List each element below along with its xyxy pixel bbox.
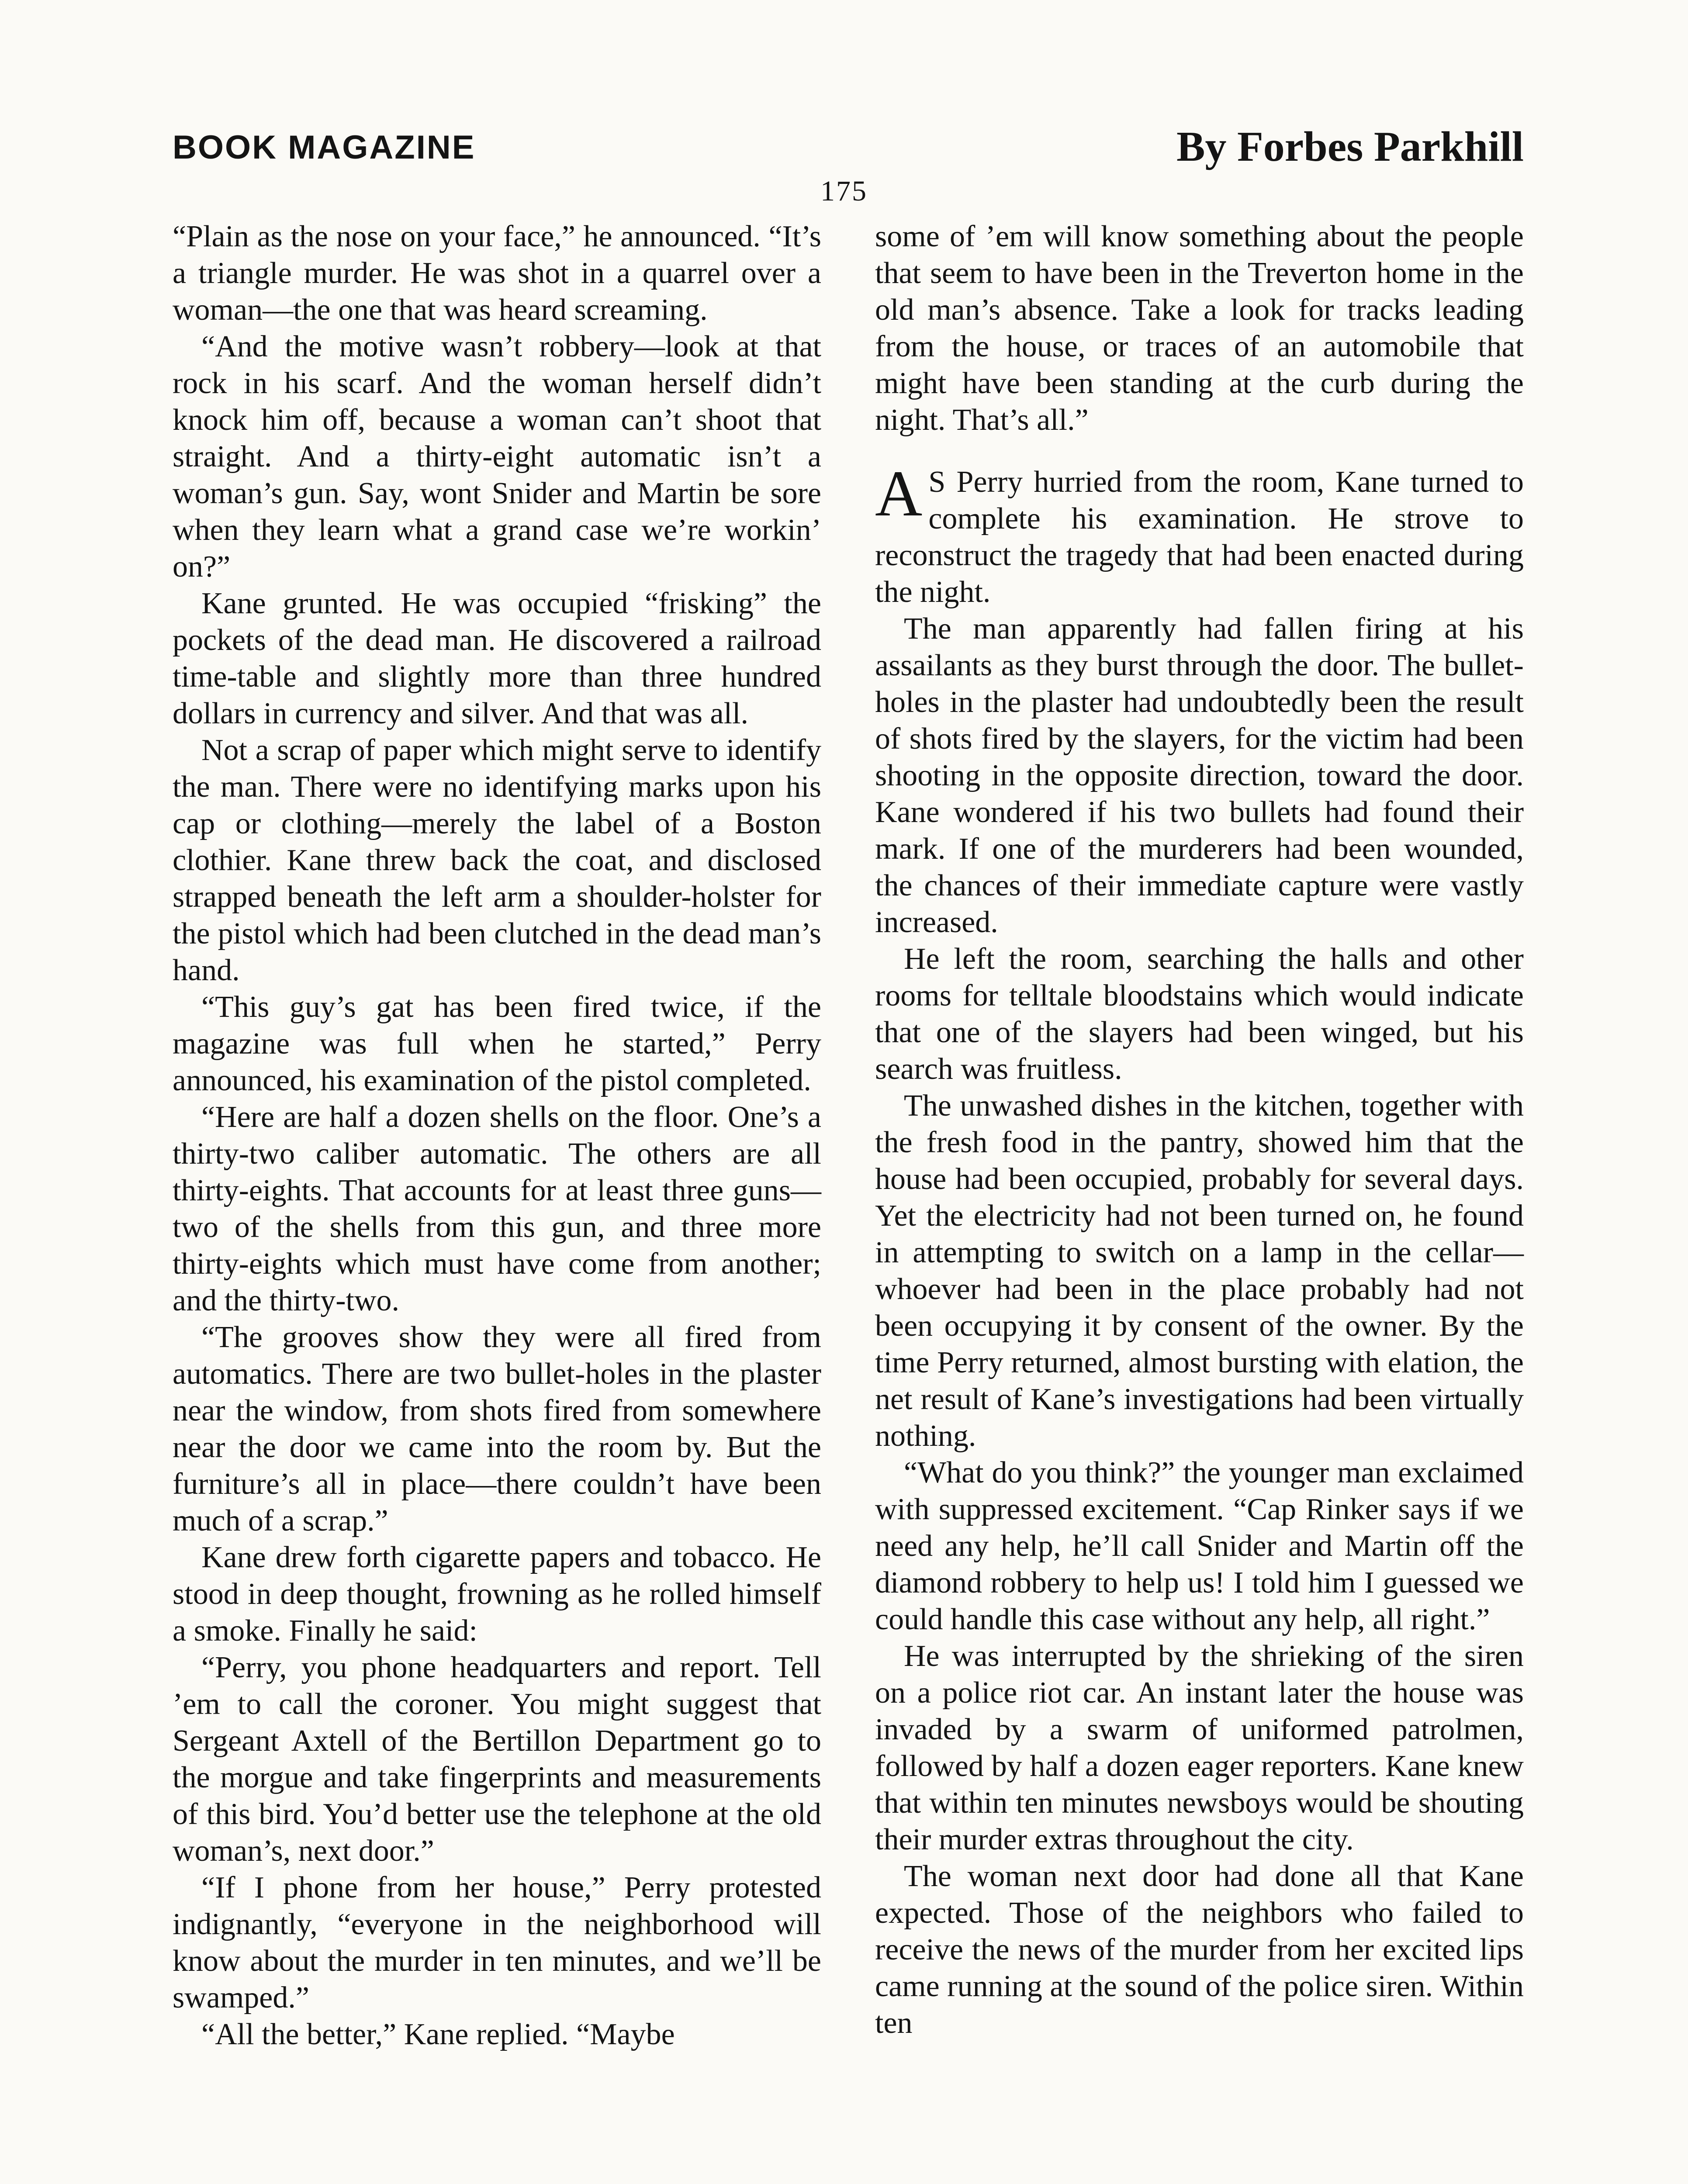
paragraph: “All the better,” Kane replied. “Maybe (201, 2018, 675, 2051)
paragraph: “Perry, you phone headquarters and report. Tell ’em to call the coroner. You might suggest that Sergeant Axtell of the Bertillon Department go to the morgue and take fingerprints and measurements of this bird. You’d better use the telephone at the old woman’s, next door.” (173, 1651, 821, 1868)
paragraph-continuation: some of ’em will know something about the people that seem to have been in the Treverton home in the old man’s absence. Take a look for tracks leading from the house, or traces of an automobile that might have been standing at the curb during the night. That’s all.” (875, 220, 1524, 437)
page-number: 175 (820, 175, 868, 207)
running-head-author: By Forbes Parkhill (1176, 123, 1524, 170)
paragraph: “And the motive wasn’t robbery—look at that rock in his scarf. And the woman herself didn’t knock him off, because a woman can’t shoot that straight. And a thirty-eight automatic isn’t a woman’s gun. Say, wont Snider and Martin be sore when they learn what a grand case we’re workin’ on?” (173, 330, 821, 584)
paragraph: “Here are half a dozen shells on the floor. One’s a thirty-two caliber automatic. The others are all thirty-eights. That accounts for at least three guns—two of the shells from this gun, and three more thirty-eights which must have come from another; and the thirty-two. (173, 1100, 821, 1317)
section-opening-paragraph (875, 457, 1524, 611)
paragraph: “If I phone from her house,” Perry protested indignantly, “everyone in the neighborhood will know about the murder in ten minutes, and we’ll be swamped.” (173, 1871, 821, 2015)
drop-cap: A (875, 457, 923, 530)
paragraph: “This guy’s gat has been fired twice, if the magazine was full when he started,” Perry announced, his examination of the pistol completed. (173, 990, 821, 1097)
paragraph: The woman next door had done all that Kane expected. Those of the neighbors who failed to receive the news of the murder from her excited lips came running at the sound of the police siren. Within ten (875, 1859, 1524, 2040)
paragraph: Kane drew forth cigarette papers and tobacco. He stood in deep thought, frowning as he rolled himself a smoke. Finally he said: (173, 1541, 821, 1648)
paragraph: “Plain as the nose on your face,” he announced. “It’s a triangle murder. He was shot in a quarrel over a woman—the one that was heard screaming. (173, 220, 821, 327)
paragraph: Kane grunted. He was occupied “frisking” the pockets of the dead man. He discovered a railroad time-table and slightly more than three hundred dollars in currency and silver. And that was all. (173, 587, 821, 730)
paragraph: He left the room, searching the halls and other rooms for telltale bloodstains which would indicate that one of the slayers had been winged, but his search was fruitless. (875, 942, 1524, 1086)
right-column (875, 218, 1524, 2184)
text-columns (173, 218, 1524, 2184)
section-opening-text: S Perry hurried from the room, Kane turned to complete his examination. He strove to reconstruct the tragedy that had been enacted during the night. (875, 465, 1524, 609)
running-head-magazine: BOOK MAGAZINE (173, 129, 476, 166)
paragraph: “What do you think?” the younger man exclaimed with suppressed excitement. “Cap Rinker says if we need any help, he’ll call Snider and Martin off the diamond robbery to help us! I told him I guessed we could handle this case without any help, all right.” (875, 1456, 1524, 1636)
paragraph: The man apparently had fallen firing at his assailants as they burst through the door. The bullet-holes in the plaster had undoubtedly been the result of shots fired by the slayers, for the victim had been shooting in the opposite direction, toward the door. Kane wondered if his two bullets had found their mark. If one of the murderers had been wounded, the chances of their immediate capture were vastly increased. (875, 612, 1524, 939)
paragraph: Not a scrap of paper which might serve to identify the man. There were no identifying marks upon his cap or clothing—merely the label of a Boston clothier. Kane threw back the coat, and disclosed strapped beneath the left arm a shoulder-holster for the pistol which had been clutched in the dead man’s hand. (173, 733, 821, 987)
paragraph: The unwashed dishes in the kitchen, together with the fresh food in the pantry, showed him that the house had been occupied, probably for several days. Yet the electricity had not been turned on, he found in attempting to switch on a lamp in the cellar—whoever had been in the place probably had not been occupying it by consent of the owner. By the time Perry returned, almost bursting with elation, the net result of Kane’s investigations had been virtually nothing. (875, 1089, 1524, 1453)
paragraph: “The grooves show they were all fired from automatics. There are two bullet-holes in the plaster near the window, from shots fired from somewhere near the door we came into the room by. But the furniture’s all in place—there couldn’t have been much of a scrap.” (173, 1320, 821, 1538)
page-header (173, 122, 1524, 183)
paragraph: He was interrupted by the shrieking of the siren on a police riot car. An instant later the house was invaded by a swarm of uniformed patrolmen, followed by half a dozen eager reporters. Kane knew that within ten minutes newsboys would be shouting their murder extras throughout the city. (875, 1639, 1524, 1856)
left-column (173, 218, 821, 2184)
